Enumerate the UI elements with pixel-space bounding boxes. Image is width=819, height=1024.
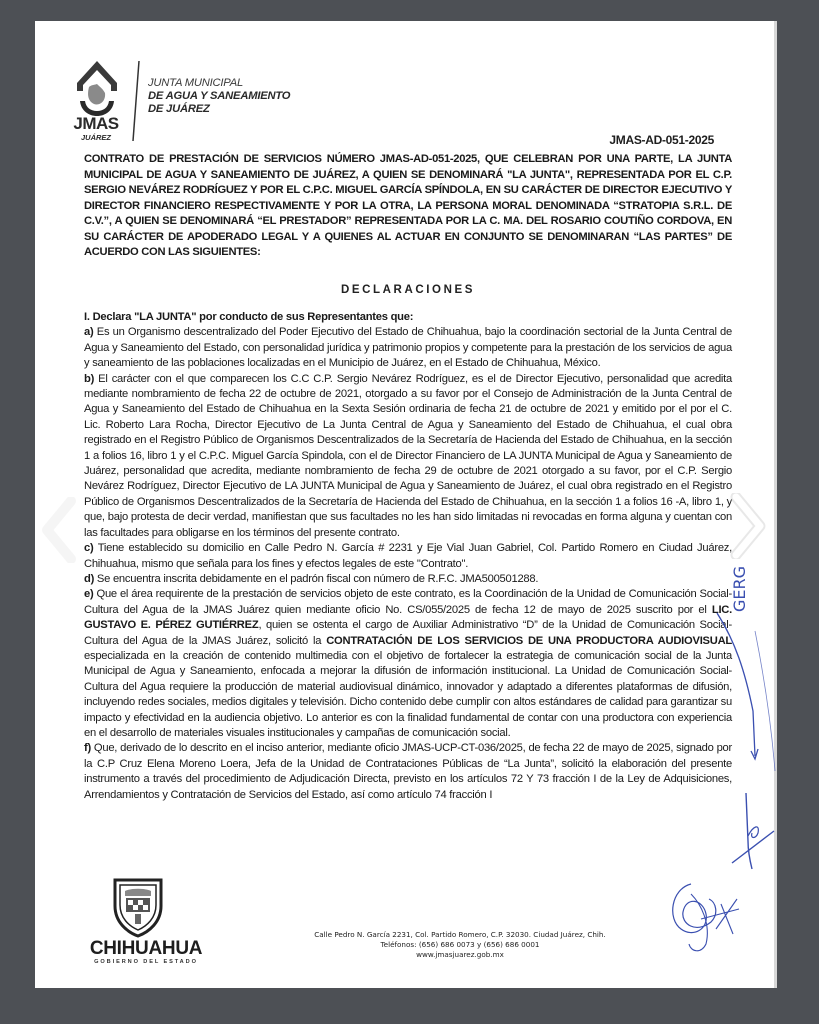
item-label: a) bbox=[84, 326, 94, 339]
org-name-line-3: DE JUÁREZ bbox=[148, 103, 210, 115]
declaration-item-a bbox=[84, 325, 732, 371]
footer-seal-text: CHIHUAHUA bbox=[89, 938, 203, 959]
footer-address bbox=[240, 930, 680, 960]
item-text: Tiene establecido su domicilio en Calle Pedro N. García # 2231 y Eje Vial Juan Gabriel, Col. Partido Romero en Ciudad Juárez, Chihuahua, mismo que señala para los fines y efectos legales de este "Contrato". bbox=[84, 542, 732, 570]
item-bold-name: LIC. GUSTAVO E. PÉREZ GUTIÉRREZ bbox=[84, 603, 732, 632]
item-text: Que, derivado de lo descrito en el inciso anterior, mediante oficio JMAS-UCP-CT-036/2025, de fecha 22 de mayo de 2025, signado por la C.P Cruz Elena Moreno Loera, Jefa de la Unidad de Contrataciones Públicas de “La Junta”, solicitó la elaboración del presente instrumento a través del procedimiento de Adjudicación Directa, previsto en los artículos 72 Y 73 fracción I de la Ley de Adquisiciones, Arrendamientos y Contratación de Servicios del Estado, así como artículo 74 fracción I bbox=[84, 742, 732, 801]
item-text: Se encuentra inscrita debidamente en el padrón fiscal con número de R.F.C. JMA500501288. bbox=[94, 572, 539, 585]
declarations bbox=[84, 310, 732, 803]
logo-divider bbox=[135, 61, 137, 141]
item-text: especializada en la creación de contenido multimedia con el objetivo de fortalecer la estrategia de comunicación social de la Junta Municipal de Agua y Saneamiento, enfocada a mejorar la difusión de información institucional. La Unidad de Comunicación Social-Cultura del Agua requiere la producción de material audiovisual dinámico, innovador y adaptado a diferentes plataformas de difusión, incluyendo redes sociales, medios digitales y televisión. Dicho contenido debe cumplir con altos estándares de calidad para garantizar su impacto y efectividad en la audiencia objetivo. Lo anterior es con la finalidad fundamental de contar con una productora con experiencia en el desarrollo de materiales visuales institucionales y campañas de comunicación social. bbox=[84, 649, 732, 739]
item-bold-service: CONTRATACIÓN DE LOS SERVICIOS DE UNA PRODUCTORA AUDIOVISUAL bbox=[326, 634, 733, 647]
next-page-arrow-icon[interactable] bbox=[730, 493, 766, 559]
initials-signature-icon bbox=[728, 791, 776, 871]
declaration-item-b bbox=[84, 372, 732, 541]
org-name bbox=[148, 77, 290, 116]
item-text: , quien se ostenta el cargo de Auxiliar Administrativo “D” de la Unidad de Comunicación Social-Cultura del Agua de la JMAS Juárez, solicitó la bbox=[84, 619, 732, 647]
item-label: f) bbox=[84, 742, 91, 755]
contract-preamble: CONTRATO DE PRESTACIÓN DE SERVICIOS NÚMERO JMAS-AD-051-2025, QUE CELEBRAN POR UNA PARTE, LA JUNTA MUNICIPAL DE AGUA Y SANEAMIENTO DE JUÁREZ, A QUIEN SE DENOMINARÁ "LA JUNTA", REPRESENTADA POR EL C.P. SERGIO NEVÁREZ RODRÍGUEZ Y POR EL C.P.C. MIGUEL GARCÍA SPÍNDOLA, EN SU CARÁCTER DE DIRECTOR EJECUTIVO Y DIRECTOR FINANCIERO RESPECTIVAMENTE Y POR LA OTRA, LA PERSONA MORAL DENOMINADA “STRATOPIA S.R.L. DE C.V.”, A QUIEN SE DENOMINARÁ “EL PRESTADOR” REPRESENTADA POR LA C. MA. DEL ROSARIO COUTIÑO CORDOVA, EN SU CARÁCTER DE APODERADO LEGAL Y A QUIENES AL ACTUAR EN CONJUNTO SE DENOMINARAN “LAS PARTES” DE ACUERDO CON LAS SIGUIENTES: bbox=[84, 153, 732, 258]
item-label: c) bbox=[84, 542, 94, 555]
footer-phone-line: Teléfonos: (656) 686 0073 y (656) 686 0001 bbox=[380, 940, 540, 949]
chihuahua-seal-icon bbox=[111, 876, 165, 938]
declaration-item-f bbox=[84, 741, 732, 803]
item-text: Que el área requirente de la prestación de servicios objeto de este contrato, es la Coordinación de la Unidad de Comunicación Social-Cultura del Agua de la JMAS Juárez quien mediante oficio No. CS/055/2025 de fecha 12 de mayo de 2025 suscrito por el bbox=[84, 588, 732, 616]
declaration-item-e bbox=[84, 587, 732, 741]
item-text: El carácter con el que comparecen los C.C C.P. Sergio Nevárez Rodríguez, es el de Director Ejecutivo, personalidad que acredita mediante nombramiento de fecha 22 de octubre de 2021, otorgado a su favor por el Consejo de Administración de la Junta Central de Agua y Saneamiento del Estado de Chihuahua en la Sexta Sesión ordinaria de fecha 21 de octubre de 2021 y emitido por el por el C. Lic. Roberto Lara Rocha, Director Ejecutivo de La Junta Central de Agua y Saneamiento del Estado de Chihuahua, el cual obra registrado en el Registro Público de Organismos Descentralizados de la Secretaría de Hacienda del Estado de Chihuahua, en la sección 1 a folios 16, libro 1 y el C.P.C. Miguel García Spindola, con el de Director Financiero de LA JUNTA Municipal de Agua y Saneamiento de Juárez, personalidad que acredita, mediante nombramiento de fecha 29 de octubre de 2021 otorgado a su favor, por el C.P. Sergio Nevárez Rodríguez, Director Ejecutivo de LA JUNTA Municipal de Agua y Saneamiento de Juárez, el cual obra registrado en el Registro Público de Organismos Descentralizados de la Secretaría de Hacienda del Estado de Chihuahua, en la sección 1 a folios 16 -A, libro 1, y que, bajo protesta de decir verdad, manifiestan que sus facultades no les han sido limitadas ni revocadas en forma alguna y cuentan con las facultades para obligarse en los términos del presente contrato. bbox=[84, 372, 732, 539]
margin-initials: GERG bbox=[730, 565, 749, 612]
previous-page-arrow-icon[interactable] bbox=[41, 497, 77, 563]
footer-address-line: Calle Pedro N. García 2231, Col. Partido Romero, C.P. 32030. Ciudad Juárez, Chih. bbox=[314, 930, 606, 939]
item-label: d) bbox=[84, 572, 95, 585]
footer-seal-subtext: GOBIERNO DEL ESTADO bbox=[94, 959, 198, 965]
declaration-item-d bbox=[84, 572, 732, 587]
org-name-line-1: JUNTA MUNICIPAL bbox=[148, 77, 243, 89]
item-label: b) bbox=[84, 372, 95, 385]
declaration-item-c bbox=[84, 541, 732, 572]
item-text: Es un Organismo descentralizado del Poder Ejecutivo del Estado de Chihuahua, bajo la coordinación sectorial de la Junta Central de Agua y Saneamiento del Estado, con personalidad jurídica y patrimonio propios y competente para la prestación de los servicios de agua y saneamiento de las poblaciones localizadas en el Municipio de Juárez, en el Estado de Chihuahua, México. bbox=[84, 326, 732, 370]
document-number: JMAS-AD-051-2025 bbox=[609, 133, 714, 147]
declarations-heading: I. Declara "LA JUNTA" por conducto de sus Representantes que: bbox=[84, 311, 414, 323]
footer-website: www.jmasjuarez.gob.mx bbox=[416, 950, 504, 959]
document-page bbox=[35, 21, 777, 988]
org-name-line-2: DE AGUA Y SANEAMIENTO bbox=[148, 90, 291, 102]
logo-text: JMAS bbox=[73, 114, 119, 133]
section-title: DECLARACIONES bbox=[340, 284, 476, 296]
logo-subtext: JUÁREZ bbox=[80, 133, 111, 142]
item-label: e) bbox=[84, 588, 94, 601]
